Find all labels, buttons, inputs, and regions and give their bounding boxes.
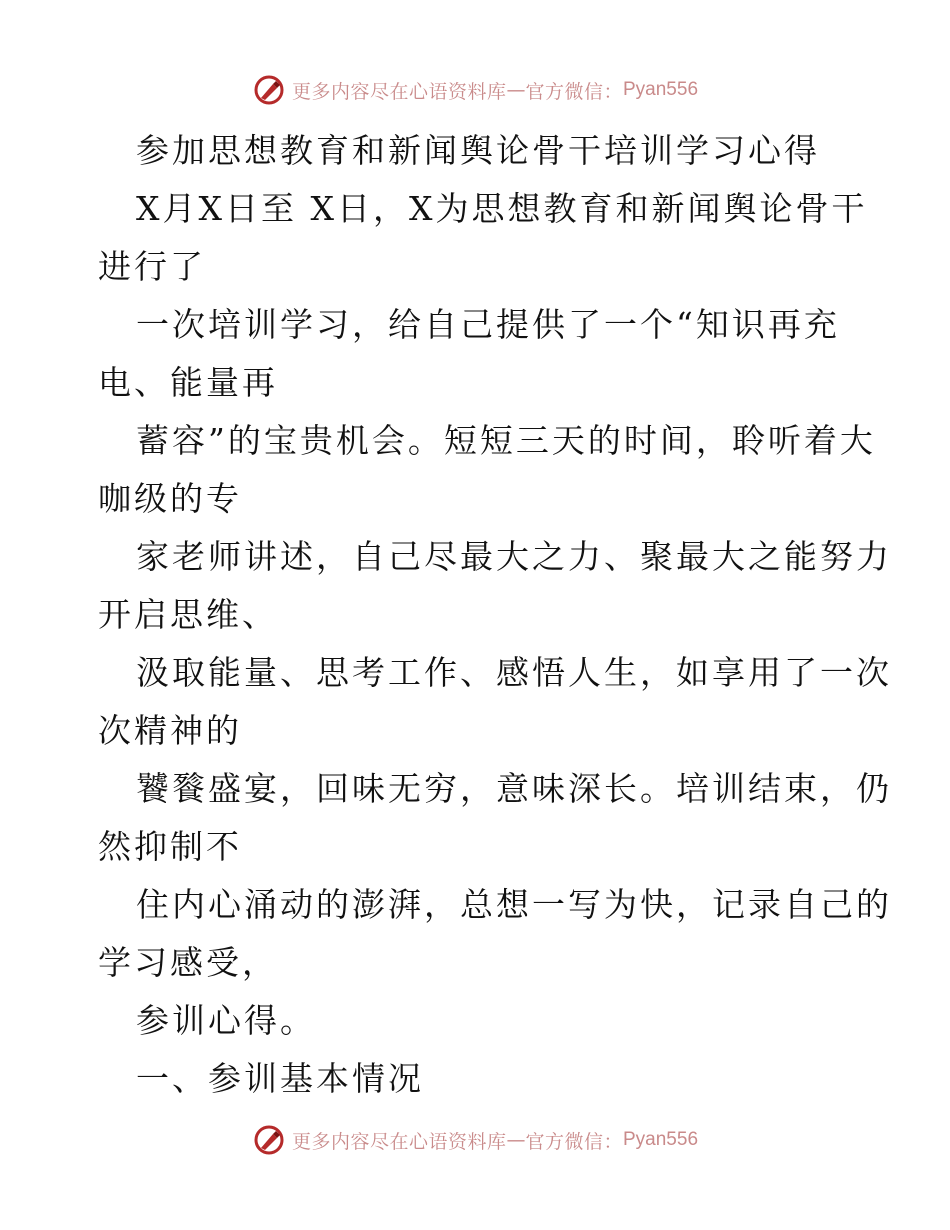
section-heading: 一、参训基本情况	[136, 1059, 424, 1098]
text-line: 参训心得。	[136, 1001, 316, 1040]
watermark-wechat-id: Pyan556	[623, 79, 699, 100]
pen-logo-icon	[252, 1123, 286, 1157]
text-line: 咖级的专	[98, 479, 242, 518]
footer-watermark	[0, 1120, 950, 1160]
watermark-text: 更多内容尽在心语资料库	[291, 80, 507, 103]
pen-logo-icon	[252, 73, 286, 107]
text-line: 住内心涌动的澎湃，总想一写为快，记录自己的	[136, 885, 892, 924]
watermark-text: 更多内容尽在心语资料库	[291, 1130, 507, 1153]
watermark-separator: —	[506, 1129, 526, 1151]
text-line: 一次培训学习，给自己提供了一个“知识再充	[136, 305, 840, 344]
watermark-wechat-id: Pyan556	[623, 1129, 699, 1150]
text-line: X月X日至 X日，X为思想教育和新闻舆论骨干	[136, 189, 868, 228]
text-line: 饕餮盛宴，回味无穷，意味深长。培训结束，仍	[136, 769, 892, 808]
watermark-separator: —	[506, 79, 526, 101]
document-title: 参加思想教育和新闻舆论骨干培训学习心得	[136, 131, 820, 170]
text-line: 然抑制不	[98, 827, 242, 866]
text-line: 电、能量再	[98, 363, 278, 402]
text-line: 家老师讲述，自己尽最大之力、聚最大之能努力	[136, 537, 892, 576]
text-line: 汲取能量、思考工作、感悟人生，如享用了一次	[136, 653, 892, 692]
text-line: 开启思维、	[98, 595, 278, 634]
document-body	[98, 122, 892, 1108]
text-line: 蓄容”的宝贵机会。短短三天的时间，聆听着大	[136, 421, 876, 460]
text-line: 学习感受，	[98, 943, 278, 982]
watermark-wechat-label: 官方微信：	[525, 80, 623, 103]
header-watermark	[0, 70, 950, 110]
text-line: 次精神的	[98, 711, 242, 750]
watermark-wechat-label: 官方微信：	[525, 1130, 623, 1153]
text-line: 进行了	[98, 247, 206, 286]
